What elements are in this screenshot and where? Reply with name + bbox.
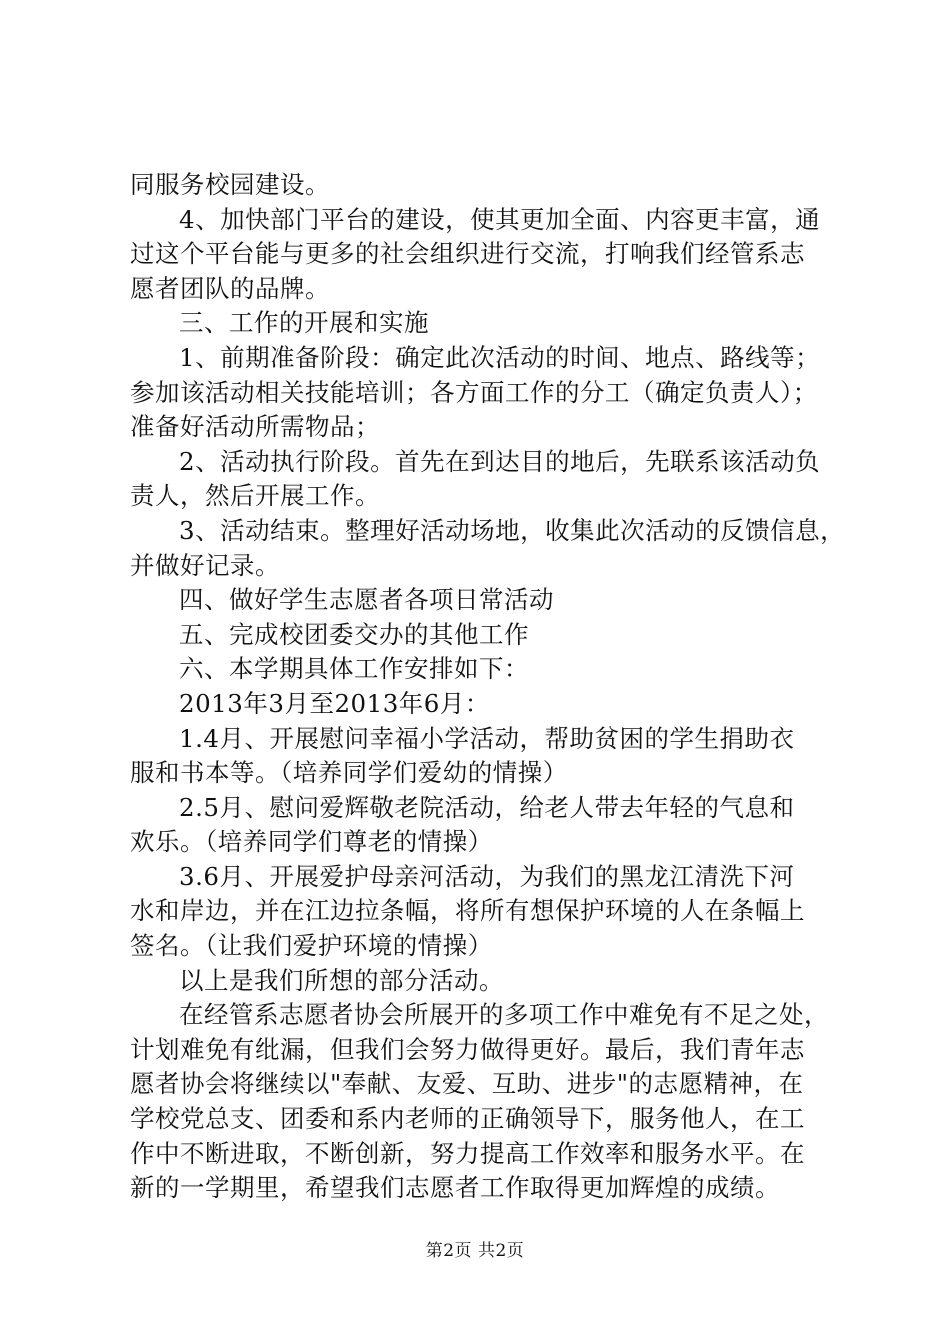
text-line: 学校党总支、团委和系内老师的正确领导下，服务他人，在工	[130, 1104, 805, 1134]
page-footer: 第2页 共2页	[425, 1241, 525, 1261]
text-line: 3、活动结束。整理好活动场地，收集此次活动的反馈信息，	[179, 515, 846, 545]
text-line: 同服务校园建设。	[130, 170, 330, 199]
text-line: 作中不断进取，不断创新，努力提高工作效率和服务水平。在	[130, 1138, 805, 1168]
text-line: 五、完成校团委交办的其他工作	[179, 619, 529, 649]
text-line: 欢乐。（培养同学们尊老的情操）	[130, 827, 493, 857]
text-line: 以上是我们所想的部分活动。	[179, 965, 504, 995]
text-line: 过这个平台能与更多的社会组织进行交流，打响我们经管系志	[130, 239, 805, 269]
text-line: 四、做好学生志愿者各项日常活动	[179, 585, 554, 615]
text-line: 新的一学期里，希望我们志愿者工作取得更加辉煌的成绩。	[130, 1173, 780, 1203]
text-line: 责人，然后开展工作。	[130, 481, 380, 511]
text-line: 六、本学期具体工作安排如下：	[179, 654, 529, 684]
text-line: 服和书本等。（培养同学们爱幼的情操）	[130, 758, 568, 788]
text-line: 愿者团队的品牌。	[130, 273, 330, 303]
text-line: 水和岸边，并在江边拉条幅，将所有想保护环境的人在条幅上	[130, 896, 805, 926]
text-line: 1、前期准备阶段：确定此次活动的时间、地点、路线等；	[179, 342, 821, 372]
text-line: 签名。（让我们爱护环境的情操）	[130, 931, 493, 961]
text-line: 计划难免有纰漏，但我们会努力做得更好。最后，我们青年志	[130, 1034, 805, 1064]
text-line: 三、工作的开展和实施	[179, 308, 429, 338]
text-line: 4、加快部门平台的建设，使其更加全面、内容更丰富，通	[179, 204, 821, 234]
text-line: 2013年3月至2013年6月：	[179, 688, 490, 718]
text-line: 3.6月、开展爱护母亲河活动，为我们的黑龙江清洗下河	[179, 861, 795, 891]
text-line: 2.5月、慰问爱辉敬老院活动，给老人带去年轻的气息和	[179, 792, 795, 822]
text-line: 参加该活动相关技能培训；各方面工作的分工（确定负责人）；	[130, 377, 818, 407]
text-line: 准备好活动所需物品；	[130, 412, 380, 442]
text-line: 在经管系志愿者协会所展开的多项工作中难免有不足之处，	[179, 1000, 829, 1030]
text-line: 2、活动执行阶段。首先在到达目的地后，先联系该活动负	[179, 446, 821, 476]
text-line: 并做好记录。	[130, 550, 280, 580]
text-line: 愿者协会将继续以"奉献、友爱、互助、进步"的志愿精神，在	[130, 1069, 804, 1099]
body-text	[130, 168, 846, 1206]
text-line: 1.4月、开展慰问幸福小学活动，帮助贫困的学生捐助衣	[179, 723, 795, 753]
